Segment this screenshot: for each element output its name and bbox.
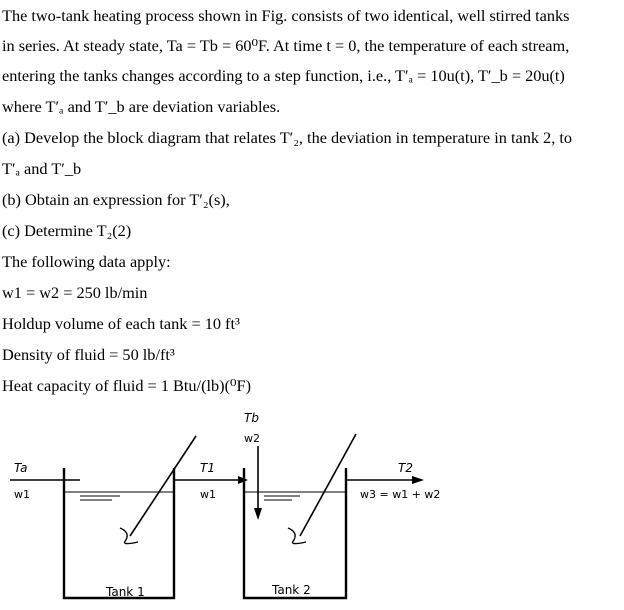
problem-line-13: Heat capacity of fluid = 1 Btu/(lb)(⁰F) (2, 376, 252, 395)
problem-line-12: Density of fluid = 50 lb/ft³ (2, 345, 175, 364)
problem-line-1: The two-tank heating process shown in Fig. consists of two identical, well stirred tanks (2, 6, 570, 25)
problem-line-6: T′ₐ and T′_b (2, 159, 82, 178)
problem-line-3: entering the tanks changes according to a step function, i.e., T′ₐ = 10u(t), T′_b = 20u(t) (2, 66, 565, 85)
problem-line-10: w1 = w2 = 250 lb/min (2, 283, 148, 302)
outlet-flow-label: w3 = w1 + w2 (360, 488, 441, 501)
problem-line-2: in series. At steady state, Ta = Tb = 60⁰F. At time t = 0, the temperature of each stream, (2, 36, 570, 55)
mid-temp-label: T1 (200, 461, 215, 475)
problem-line-9: The following data apply: (2, 252, 171, 271)
inlet-b-flow-label: w2 (244, 432, 260, 445)
tank-1-wall (64, 468, 174, 598)
mid-flow-label: w1 (200, 488, 216, 501)
problem-line-11: Holdup volume of each tank = 10 ft³ (2, 314, 240, 333)
tank-1-label: Tank 1 (106, 585, 145, 599)
tank-2-stirrer-shaft (300, 434, 356, 536)
problem-line-7: (b) Obtain an expression for T′₂(s), (2, 190, 230, 209)
outlet-temp-label: T2 (398, 461, 413, 475)
two-tank-diagram (0, 408, 624, 608)
inlet-a-flow-label: w1 (14, 488, 30, 501)
problem-line-8: (c) Determine T₂(2) (2, 221, 132, 240)
problem-line-5: (a) Develop the block diagram that relates T′₂, the deviation in temperature in tank 2, to (2, 128, 572, 147)
problem-line-4: where T′ₐ and T′_b are deviation variables. (2, 97, 281, 116)
tank-1-impeller (120, 528, 138, 544)
outlet-arrow (412, 476, 424, 484)
tank-1-stirrer-shaft (130, 436, 196, 536)
tank-2-label: Tank 2 (272, 583, 311, 597)
inlet-b-arrow (254, 508, 262, 520)
inlet-a-temp-label: Ta (14, 461, 28, 475)
inlet-b-temp-label: Tb (244, 411, 259, 425)
